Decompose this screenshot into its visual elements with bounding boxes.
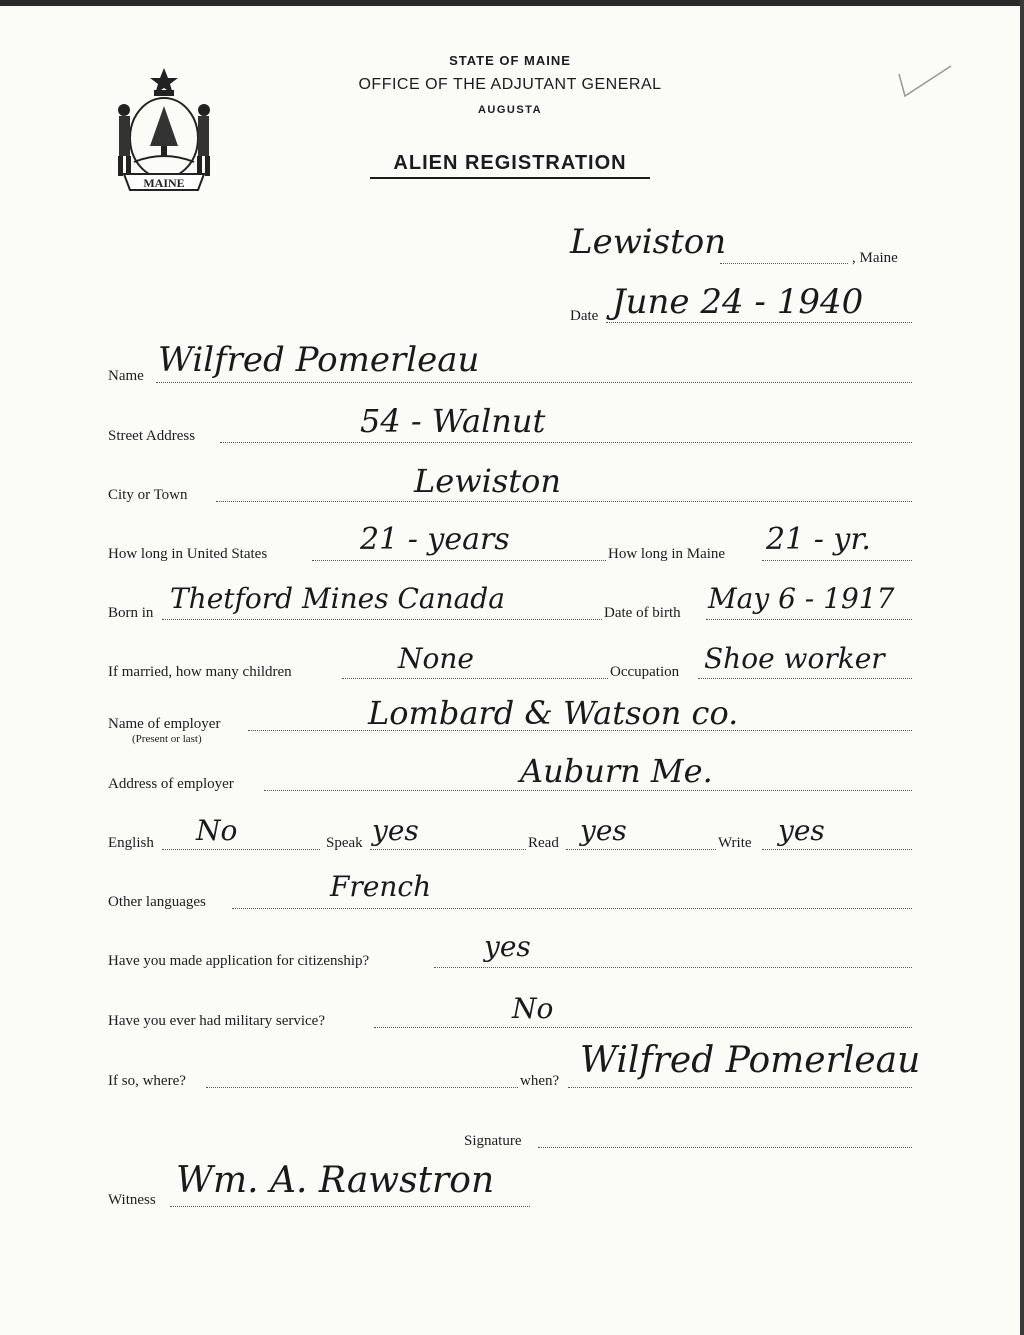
other-languages-label: Other languages (108, 894, 206, 910)
street-line (220, 442, 912, 443)
citizenship-value: yes (484, 930, 531, 963)
english-label: English (108, 835, 154, 851)
scan-edge-top (0, 0, 1024, 6)
when-label: when? (520, 1073, 560, 1089)
registrant-signature: Wilfred Pomerleau (580, 1040, 921, 1081)
speak-label: Speak (326, 835, 363, 851)
when-line (568, 1087, 912, 1088)
other-languages-line (232, 908, 912, 909)
employer-note: (Present or last) (132, 733, 202, 745)
street-label: Street Address (108, 428, 196, 444)
how-long-us-value: 21 - years (360, 522, 510, 557)
occupation-value: Shoe worker (704, 642, 885, 675)
city-label: City or Town (108, 487, 188, 503)
how-long-maine-line (762, 560, 912, 561)
write-label: Write (718, 835, 752, 851)
maine-label: , Maine (852, 250, 898, 266)
how-long-us-label: How long in United States (108, 546, 268, 562)
maine-seal-icon (110, 66, 218, 194)
how-long-maine-label: How long in Maine (608, 546, 726, 562)
military-line (374, 1027, 912, 1028)
date-of-birth-value: May 6 - 1917 (708, 582, 895, 615)
write-value: yes (778, 814, 825, 847)
read-value: yes (580, 814, 627, 847)
other-languages-value: French (330, 870, 432, 903)
how-long-maine-value: 21 - yr. (766, 522, 871, 557)
seal-text: MAINE (143, 176, 185, 190)
read-label: Read (528, 835, 559, 851)
speak-value: yes (372, 814, 419, 847)
employer-value: Lombard & Watson co. (368, 694, 739, 732)
date-label: Date (570, 308, 599, 324)
signature-line (538, 1147, 912, 1148)
born-in-line (162, 619, 602, 620)
header-office: OFFICE OF THE ADJUTANT GENERAL (358, 76, 662, 93)
military-label: Have you ever had military service? (108, 1013, 325, 1029)
scan-edge-right (1020, 0, 1024, 1335)
name-line (156, 382, 912, 383)
check-mark (895, 62, 955, 102)
date-of-birth-label: Date of birth (604, 605, 681, 621)
name-value: Wilfred Pomerleau (158, 340, 480, 380)
header-city: AUGUSTA (477, 104, 543, 116)
witness-label: Witness (108, 1192, 156, 1208)
speak-line (370, 849, 526, 850)
citizenship-line (434, 967, 912, 968)
write-line (762, 849, 912, 850)
married-label: If married, how many children (108, 664, 292, 680)
witness-line (170, 1206, 530, 1207)
town-line (720, 263, 848, 264)
born-in-label: Born in (108, 605, 154, 621)
where-line (206, 1087, 518, 1088)
where-label: If so, where? (108, 1073, 186, 1089)
children-value: None (398, 642, 474, 675)
read-line (566, 849, 716, 850)
english-line (162, 849, 320, 850)
date-line (606, 322, 912, 323)
date-of-birth-line (706, 619, 912, 620)
employer-address-value: Auburn Me. (520, 752, 713, 790)
citizenship-label: Have you made application for citizenship? (108, 953, 370, 969)
employer-label: Name of employer (108, 716, 221, 732)
how-long-us-line (312, 560, 606, 561)
city-line (216, 501, 912, 502)
witness-signature: Wm. A. Rawstron (176, 1160, 495, 1201)
name-label: Name (108, 368, 144, 384)
employer-address-line (264, 790, 912, 791)
form-title: ALIEN REGISTRATION (370, 152, 650, 179)
header-state: STATE OF MAINE (449, 53, 571, 68)
military-value: No (512, 992, 554, 1025)
street-value: 54 - Walnut (360, 402, 546, 440)
english-value: No (196, 814, 238, 847)
town-value: Lewiston (570, 222, 727, 262)
married-line (342, 678, 608, 679)
employer-address-label: Address of employer (108, 776, 234, 792)
signature-label: Signature (464, 1133, 522, 1149)
occupation-label: Occupation (610, 664, 680, 680)
occupation-line (698, 678, 912, 679)
born-in-value: Thetford Mines Canada (170, 582, 505, 615)
city-value: Lewiston (414, 462, 561, 500)
date-value: June 24 - 1940 (612, 282, 864, 322)
